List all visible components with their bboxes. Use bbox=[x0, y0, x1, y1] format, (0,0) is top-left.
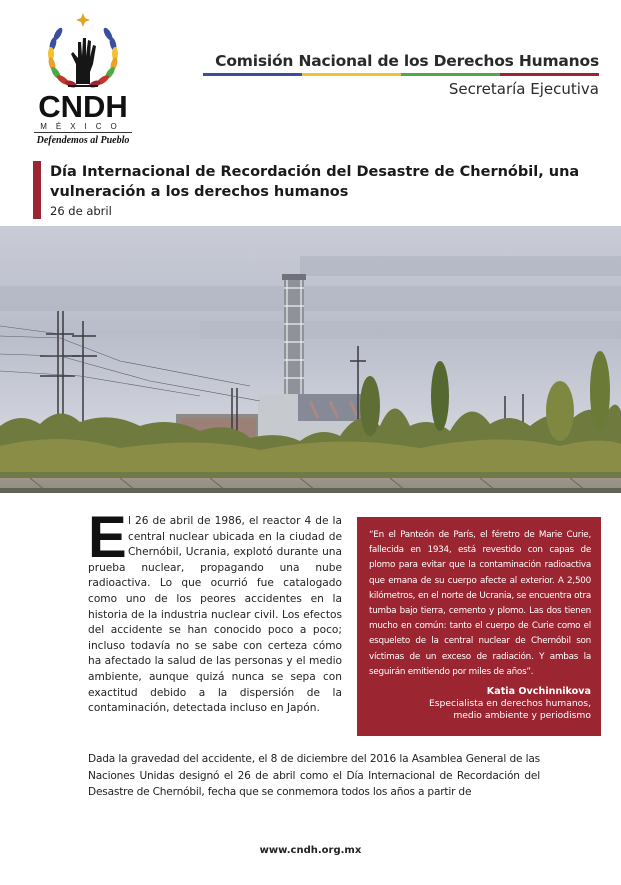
organization-name: Comisión Nacional de los Derechos Humanos bbox=[215, 52, 599, 70]
photo-illustration bbox=[0, 226, 621, 493]
organization-subtitle: Secretaría Ejecutiva bbox=[448, 80, 599, 98]
logo-country: MÉXICO bbox=[34, 122, 132, 133]
paragraph-1-text: l 26 de abril de 1986, el reactor 4 de la central nuclear ubicada en la ciudad de Chernóbil, Ucrania, explotó durante una prueba nuclear, propagando una nube radioactiva. Lo que ocurrió fue catalogado como uno de los peores accidentes en la historia de la industria nuclear civil. Los efectos del accidente se han conocido poco a poco; incluso todavía no se sabe con certeza cómo ha afectado la salud de las personas y el medio ambiente, aunque quizá nunca se sepa con exactitud debido a la dispersión de la contaminación, detectada incluso en Japón. bbox=[88, 515, 342, 715]
footer-website-link[interactable]: www.cndh.org.mx bbox=[259, 845, 362, 856]
logo-tagline: Defendemos al Pueblo bbox=[36, 135, 130, 146]
quote-author: Katia Ovchinnikova bbox=[486, 686, 591, 698]
logo-acronym: CNDH bbox=[38, 89, 128, 124]
rule-segment-red bbox=[500, 73, 599, 76]
cndh-logo bbox=[28, 12, 138, 146]
quote-box bbox=[357, 517, 601, 736]
article-paragraph-2: Dada la gravedad del accidente, el 8 de diciembre del 2016 la Asamblea General de las Naciones Unidas designó el 26 de abril como el Día Internacional de Recordación del Desastre de Chernóbil, fecha que se conmemora todos los años a partir de bbox=[88, 753, 540, 798]
article-date: 26 de abril bbox=[50, 204, 112, 218]
article-paragraph-1 bbox=[88, 505, 342, 717]
dropcap-space bbox=[88, 514, 128, 558]
quote-text: “En el Panteón de París, el féretro de Marie Curie, fallecida en 1934, está revestido con capas de plomo para evitar que la contaminación radioactiva que emana de su cuerpo afecte al exterior. A 2,500 kilómetros, en el norte de Ucrania, se encuentra otra tumba bajo tierra, cemento y plomo. Las dos tienen mucho en común: tanto el cuerpo de Curie como el esqueleto de la central nuclear de Chernóbil son víctimas de un exceso de radiación. Y ambas la seguirán emitiendo por miles de años”. bbox=[369, 530, 591, 677]
quote-author-role bbox=[369, 698, 591, 722]
cndh-emblem-icon bbox=[38, 12, 128, 92]
rule-segment-blue bbox=[203, 73, 302, 76]
title-accent-bar bbox=[33, 161, 41, 219]
quote-role-line-2: medio ambiente y periodismo bbox=[453, 710, 591, 722]
rule-segment-green bbox=[401, 73, 500, 76]
rule-segment-yellow bbox=[302, 73, 401, 76]
article-title: Día Internacional de Recordación del Desastre de Chernóbil, una vulneración a los derechos humanos bbox=[50, 164, 580, 200]
chernobyl-photo bbox=[0, 226, 621, 493]
quote-role-line-1: Especialista en derechos humanos, bbox=[428, 698, 591, 710]
drop-cap: E bbox=[88, 505, 127, 570]
color-rule-divider bbox=[203, 73, 599, 76]
